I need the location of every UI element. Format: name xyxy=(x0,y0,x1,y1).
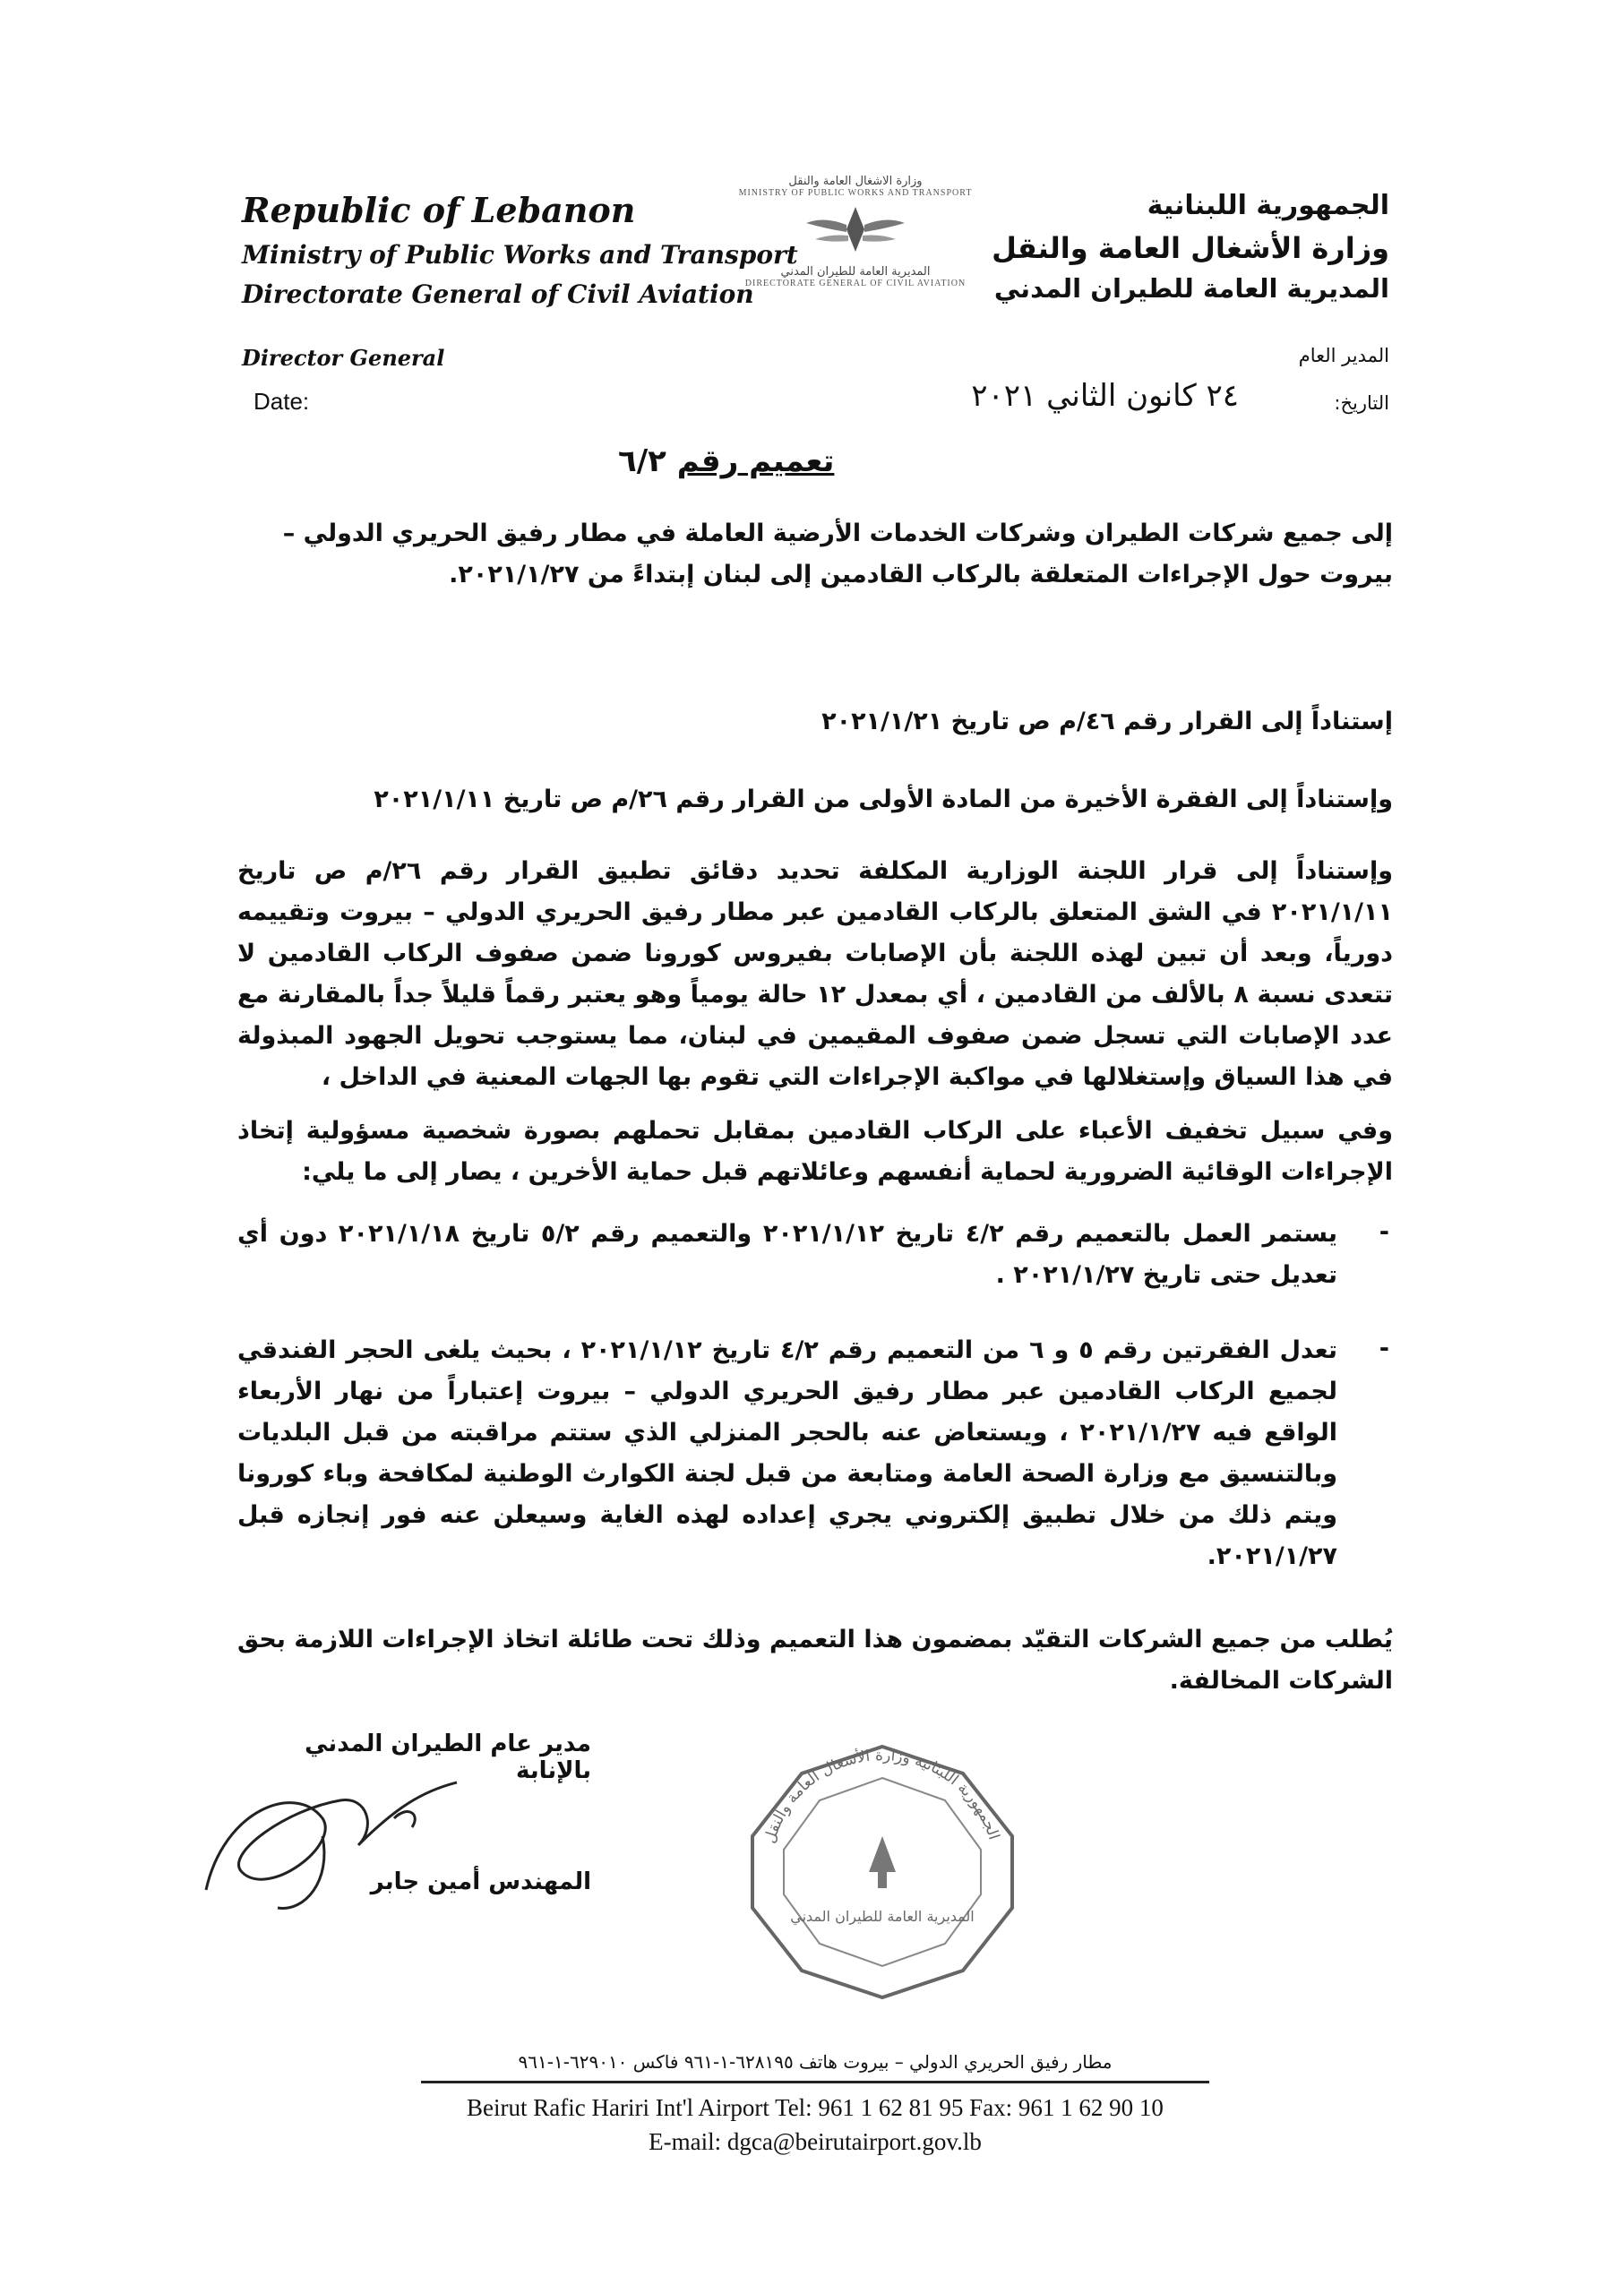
header-ministry-en: Ministry of Public Works and Transport xyxy=(242,240,798,270)
seal-outer-text: الجمهورية اللبنانية وزارة الأشغال العامة والنقل xyxy=(760,1746,1003,1846)
logo-ar-bottom: المديرية العامة للطيران المدني xyxy=(780,265,931,279)
addressee-paragraph: إلى جميع شركات الطيران وشركات الخدمات الأرضية العاملة في مطار رفيق الحريري الدولي – بيروت حول الإجراءات المتعلقة بالركاب القادمين إلى لبنان إبتداءً من ٢٠٢١/١/٢٧. xyxy=(282,520,1393,588)
header-directorate-en: Directorate General of Civil Aviation xyxy=(242,279,754,309)
intro-paragraph: وفي سبيل تخفيف الأعباء على الركاب القادمين بمقابل تحملهم بصورة شخصية مسؤولية إتخاذ الإجراءات الوقائية الضرورية لحماية أنفسهم وعائلاتهم قبل حماية الأخرين ، يصار إلى ما يلي: xyxy=(237,1117,1393,1186)
logo-en-bottom: DIRECTORATE GENERAL OF CIVIL AVIATION xyxy=(744,279,967,288)
reference-paragraph-1: إستناداً إلى القرار رقم ٤٦/م ص تاريخ ٢٠٢١/١/٢١ xyxy=(821,708,1393,735)
signatory-name: المهندس أمين جابر xyxy=(370,1868,591,1895)
reference-paragraph-3: وإستناداً إلى قرار اللجنة الوزارية المكلفة تحديد دقائق تطبيق القرار رقم ٢٦/م ص تاريخ ٢٠٢١/١/١١ في الشق المتعلق بالركاب القادمين عبر مطار رفيق الحريري الدولي – بيروت وتقييمه دورياً، وبعد أن تبين لهذه اللجنة بأن الإصابات بفيروس كورونا ضمن صفوف الركاب القادمين لا تتعدى نسبة ٨ بالألف من القادمين ، أي بمعدل ١٢ حالة يومياً وهو يعتبر رقماً قليلاً جداً بالمقارنة مع عدد الإصابات التي تسجل ضمن صفوف المقيمين في لبنان، مما يستوجب تحويل الجهود المبذولة في هذا السياق وإستغلالها في مواكبة الإجراءات التي تقوم بها الجهات المعنية في الداخل ، xyxy=(237,857,1393,1091)
header-republic-ar: الجمهورية اللبنانية xyxy=(1147,190,1389,221)
ministry-logo xyxy=(712,175,999,322)
header-republic-en: Republic of Lebanon xyxy=(242,190,636,230)
wings-emblem-icon xyxy=(802,198,909,261)
bullet-marker: - xyxy=(1379,1218,1389,1246)
director-general-ar: المدير العام xyxy=(1298,345,1389,366)
footer-address-ar: مطار رفيق الحريري الدولي – بيروت هاتف ٦٢٨١٩٥-١-٩٦١ فاكس ٦٢٩٠١٠-١-٩٦١ xyxy=(518,2051,1113,2073)
date-value-ar: ٢٤ كانون الثاني ٢٠٢١ xyxy=(971,378,1239,414)
director-general-en: Director General xyxy=(242,345,445,371)
footer-address-en: Beirut Rafic Hariri Int'l Airport Tel: 961 1 62 81 95 Fax: 961 1 62 90 10 xyxy=(467,2094,1164,2121)
official-seal xyxy=(735,1738,1030,2006)
footer-email: E-mail: dgca@beirutairport.gov.lb xyxy=(649,2128,982,2155)
seal-inner-text: المديرية العامة للطيران المدني xyxy=(790,1908,975,1925)
closing-paragraph: يُطلب من جميع الشركات التقيّد بمضمون هذا التعميم وذلك تحت طائلة اتخاذ الإجراءات اللازمة بحق الشركات المخالفة. xyxy=(237,1626,1393,1695)
date-label-en: Date: xyxy=(253,388,310,415)
footer-divider xyxy=(421,2081,1209,2083)
circular-number: ٦/٢ xyxy=(618,443,666,479)
bullet-marker: - xyxy=(1379,1335,1389,1362)
circular-title-label: تعميم رقم xyxy=(676,443,835,479)
reference-paragraph-2: وإستناداً إلى الفقرة الأخيرة من المادة الأولى من القرار رقم ٢٦/م ص تاريخ ٢٠٢١/١/١١ xyxy=(374,786,1393,813)
logo-en-top: MINISTRY OF PUBLIC WORKS AND TRANSPORT xyxy=(738,188,973,198)
date-label-ar: التاريخ: xyxy=(1334,392,1389,414)
signatory-title: مدير عام الطيران المدني بالإنابة xyxy=(305,1730,591,1784)
logo-ar-top: وزارة الاشغال العامة والنقل xyxy=(788,175,923,188)
bullet-item-2: تعدل الفقرتين رقم ٥ و ٦ من التعميم رقم ٤/٢ تاريخ ٢٠٢١/١/١٢ ، بحيث يلغى الحجر الفندقي لجميع الركاب القادمين عبر مطار رفيق الحريري الدولي – بيروت إعتباراً من نهار الأربعاء الواقع فيه ٢٠٢١/١/٢٧ ، ويستعاض عنه بالحجر المنزلي الذي ستتم مراقبته من قبل البلديات وبالتنسيق مع وزارة الصحة العامة ومتابعة من قبل لجنة الكوارث الوطنية لمكافحة وباء كورونا ويتم ذلك من خلال تطبيق إلكتروني يجري إعداده لهذه الغاية وسيعلن عنه فور إنجازه قبل ٢٠٢١/١/٢٧. xyxy=(237,1336,1337,1570)
bullet-item-1: يستمر العمل بالتعميم رقم ٤/٢ تاريخ ٢٠٢١/١/١٢ والتعميم رقم ٥/٢ تاريخ ٢٠٢١/١/١٨ دون أي تعديل حتى تاريخ ٢٠٢١/١/٢٧ . xyxy=(237,1220,1338,1289)
header-directorate-ar: المديرية العامة للطيران المدني xyxy=(993,273,1389,304)
circular-title xyxy=(618,443,834,479)
header-ministry-ar: وزارة الأشغال العامة والنقل xyxy=(992,231,1389,265)
